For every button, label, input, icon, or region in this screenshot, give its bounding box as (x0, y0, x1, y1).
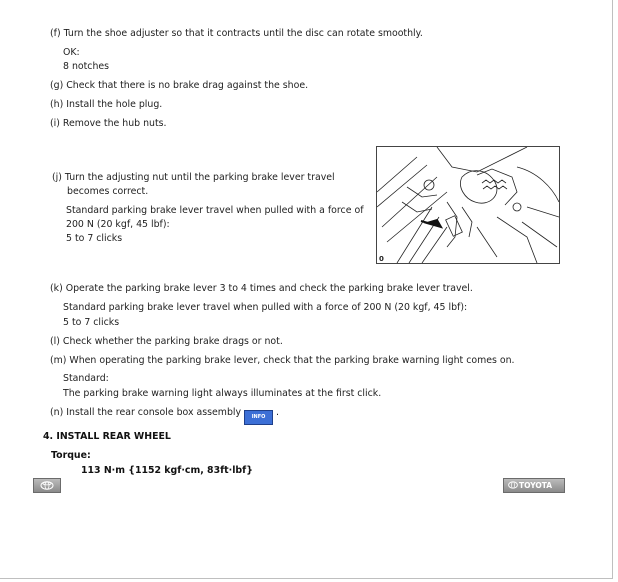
step-n (50, 407, 279, 425)
torque-label: Torque: (51, 450, 91, 461)
home-button[interactable] (33, 478, 61, 493)
step-g-text: (g) Check that there is no brake drag against the shoe. (50, 80, 309, 91)
toyota-emblem-icon (40, 481, 54, 490)
step-h-text: (h) Install the hole plug. (50, 99, 163, 110)
step-j-standard-1: Standard parking brake lever travel when pulled with a force of (66, 205, 364, 216)
torque-value: 113 N·m {1152 kgf·cm, 83ft·lbf} (81, 465, 253, 476)
step-f-text: (f) Turn the shoe adjuster so that it contracts until the disc can rotate smoothly. (50, 28, 423, 39)
toyota-brand-button[interactable] (503, 478, 565, 493)
info-button[interactable]: INFO (244, 410, 273, 425)
step-k-standard-value: 5 to 7 clicks (63, 317, 120, 328)
step-k-standard: Standard parking brake lever travel when pulled with a force of 200 N (20 kgf, 45 lbf): (63, 302, 468, 313)
step-j-standard-value: 5 to 7 clicks (66, 233, 123, 244)
toyota-logo-icon (508, 481, 518, 489)
step-j-standard-2: 200 N (20 kgf, 45 lbf): (66, 219, 170, 230)
section-heading: 4. INSTALL REAR WHEEL (43, 431, 171, 442)
step-f-ok-label: OK: (63, 47, 80, 58)
parking-brake-adjustment-illustration (377, 147, 559, 263)
step-m-text: (m) When operating the parking brake lever, check that the parking brake warning light comes on. (50, 355, 515, 366)
toyota-brand-label: TOYOTA (519, 481, 553, 490)
step-f-ok-value: 8 notches (63, 61, 110, 72)
step-j-text-2: becomes correct. (67, 186, 149, 197)
step-n-end: . (276, 407, 280, 418)
step-m-standard-label: Standard: (63, 373, 109, 384)
step-n-text: (n) Install the rear console box assembly (50, 407, 242, 418)
step-l-text: (l) Check whether the parking brake drags or not. (50, 336, 283, 347)
step-k-text: (k) Operate the parking brake lever 3 to 4 times and check the parking brake lever travel. (50, 283, 473, 294)
figure-number: 0 (379, 255, 384, 263)
step-i-text: (i) Remove the hub nuts. (50, 118, 167, 129)
step-m-standard-value: The parking brake warning light always illuminates at the first click. (63, 388, 382, 399)
step-j-text-1: (j) Turn the adjusting nut until the parking brake lever travel (52, 172, 335, 183)
parking-brake-figure (376, 146, 560, 264)
